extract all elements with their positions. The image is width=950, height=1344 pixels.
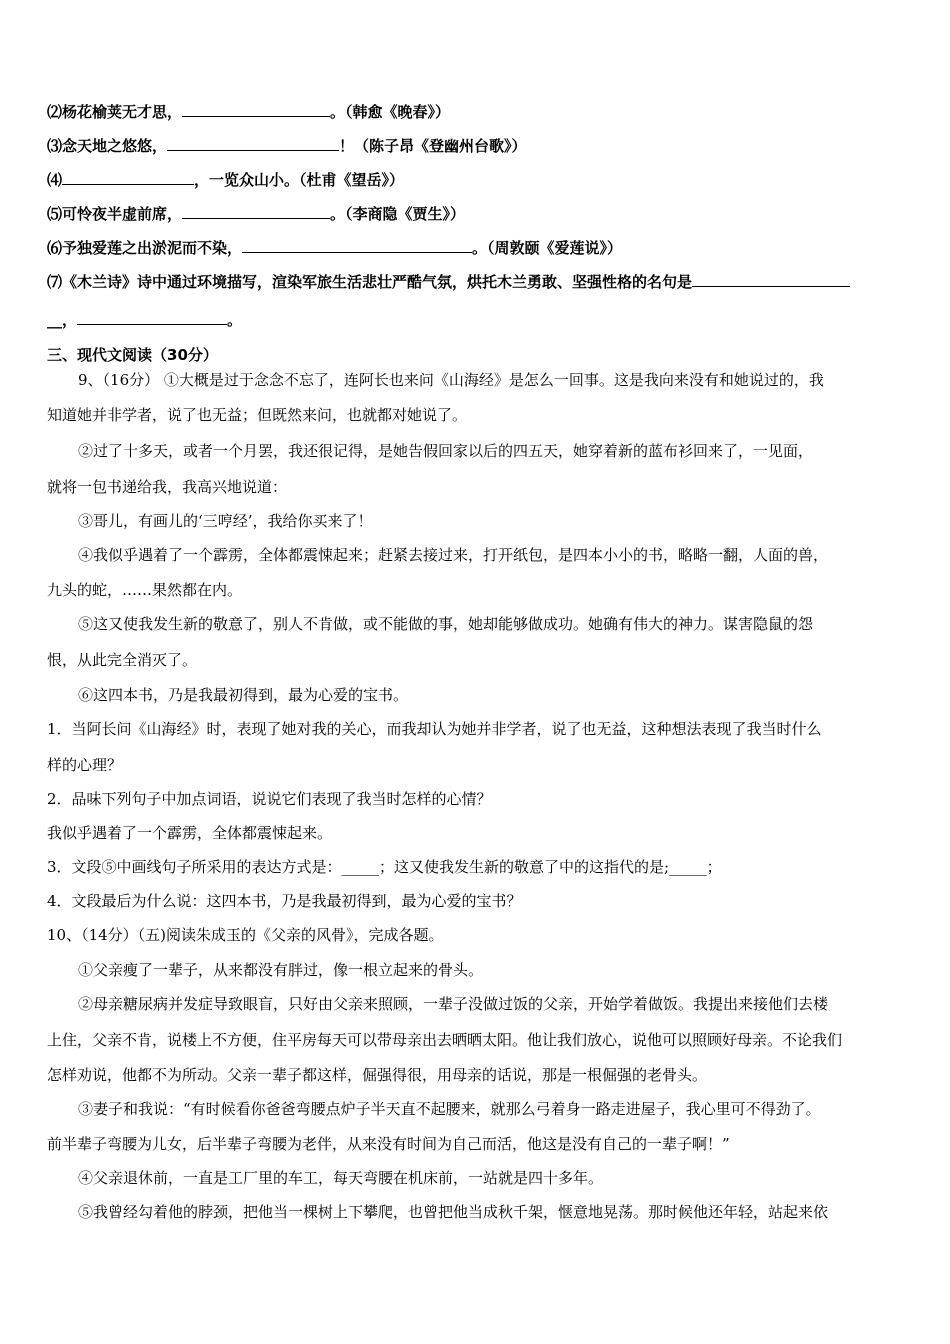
answer-blank[interactable] <box>242 238 472 253</box>
poem-line-5 <box>47 204 465 224</box>
poem-2-text: ⑵杨花榆荚无才思， <box>47 103 183 121</box>
q9-question-4: 4．文段最后为什么说：这四本书，乃是我最初得到，最为心爱的宝书？ <box>47 892 522 910</box>
poem-7-end: 。 <box>227 311 243 329</box>
poem-6-text: ⑹予独爱莲之出淤泥而不染， <box>47 239 243 257</box>
poem-line-6 <box>47 238 622 258</box>
q9-para-1-cont: 知道她并非学者，说了也无益；但既然来问，也就都对她说了。 <box>47 406 468 424</box>
q9-para-4-cont: 九头的蛇，……果然都在内。 <box>47 581 243 599</box>
poem-line-7-cont <box>47 310 242 330</box>
q10-para-3: ③妻子和我说：“有时候看你爸爸弯腰点炉子半天直不起腰来，就那么弓着身一路走进屋子，我心里可不得劲了。 <box>78 1100 821 1118</box>
poem-5-source: 。（李商隐《贾生》） <box>330 205 466 223</box>
poem-4-number: ⑷ <box>47 171 63 189</box>
q9-para-2: ②过了十多天，或者一个月罢，我还很记得，是她告假回家以后的四五天，她穿着新的蓝布衫回来了，一见面， <box>78 442 814 460</box>
q10-para-3-cont: 前半辈子弯腰为儿女，后半辈子弯腰为老伴，从来没有时间为自己而活，他这是没有自己的一辈子啊！” <box>47 1135 730 1153</box>
poem-line-2 <box>47 102 450 122</box>
q9-para-4: ④我似乎遇着了一个霹雳，全体都震悚起来；赶紧去接过来，打开纸包，是四本小小的书，略略一翻，人面的兽， <box>78 546 829 564</box>
poem-3-text: ⑶念天地之悠悠， <box>47 137 168 155</box>
poem-5-text: ⑸可怜夜半虚前席， <box>47 205 183 223</box>
q10-para-4: ④父亲退休前，一直是工厂里的车工，每天弯腰在机床前，一站就是四十多年。 <box>78 1169 604 1187</box>
answer-blank[interactable] <box>77 310 227 325</box>
q9-question-1-cont: 样的心理？ <box>47 756 123 774</box>
q9-para-3: ③哥儿，有画儿的‘三哼经’，我给你买来了！ <box>78 512 373 530</box>
poem-7-text: ⑺《木兰诗》诗中通过环境描写，渲染军旅生活悲壮严酷气氛，烘托木兰勇敢、坚强性格的名句是 <box>47 273 693 291</box>
q10-para-2-cont: 上住，父亲不肯，说楼上不方便，住平房每天可以带母亲出去晒晒太阳。他让我们放心，说他可以照顾好母亲。不论我们 <box>47 1031 843 1049</box>
poem-6-source: 。（周敦颐《爱莲说》） <box>472 239 623 257</box>
answer-blank[interactable] <box>167 136 339 151</box>
poem-line-7 <box>47 272 850 292</box>
poem-line-3 <box>47 136 527 156</box>
q9-para-6: ⑥这四本书，乃是我最初得到，最为心爱的宝书。 <box>78 686 409 704</box>
poem-2-source: 。（韩愈《晚春》） <box>330 103 451 121</box>
answer-blank[interactable] <box>182 204 330 219</box>
q9-question-3: 3．文段⑤中画线句子所采用的表达方式是：_____；这又使我发生新的敬意了中的这指代的是;_____； <box>47 858 722 876</box>
q9-para-5-cont: 恨，从此完全消灭了。 <box>47 651 198 669</box>
q9-question-2: 2．品味下列句子中加点词语，说说它们表现了我当时怎样的心情？ <box>47 790 492 808</box>
q9-question-2-sentence: 我似乎遇着了一个霹雳，全体都震悚起来。 <box>47 824 333 842</box>
q10-heading: 10、（14分）（五)阅读朱成玉的《父亲的风骨》，完成各题。 <box>47 926 444 944</box>
poem-7-blank-end: __， <box>47 311 78 329</box>
answer-blank[interactable] <box>692 272 850 287</box>
q9-para-2-cont: 就将一包书递给我，我高兴地说道： <box>47 478 288 496</box>
q9-para-5: ⑤这又使我发生新的敬意了，别人不肯做，或不能做的事，她却能够做成功。她确有伟大的神力。谋害隐鼠的怨 <box>78 615 814 633</box>
section-3-heading: 三、现代文阅读（30分） <box>47 346 218 364</box>
poem-4-source: ，一览众山小。（杜甫《望岳》） <box>194 171 405 189</box>
q10-para-5: ⑤我曾经勾着他的脖颈，把他当一棵树上下攀爬，也曾把他当成秋千架，惬意地晃荡。那时候他还年轻，站起来依 <box>78 1203 829 1221</box>
q9-question-1: 1．当阿长问《山海经》时，表现了她对我的关心，而我却认为她并非学者，说了也无益，这种想法表现了我当时什么 <box>47 720 822 738</box>
q10-para-2-cont2: 怎样劝说，他都不为所动。父亲一辈子都这样，倔强得很，用母亲的话说，那是一根倔强的老骨头。 <box>47 1066 708 1084</box>
q9-para-1: 9、（16分） ①大概是过于念念不忘了，连阿长也来问《山海经》是怎么一回事。这是我向来没有和她说过的，我 <box>78 371 824 389</box>
answer-blank[interactable] <box>62 170 194 185</box>
q10-para-1: ①父亲瘦了一辈子，从来都没有胖过，像一根立起来的骨头。 <box>78 961 484 979</box>
answer-blank[interactable] <box>182 102 330 117</box>
poem-3-source: ！（陈子昂《登幽州台歌》） <box>339 137 527 155</box>
poem-line-4 <box>47 170 404 190</box>
q10-para-2: ②母亲糖尿病并发症导致眼盲，只好由父亲来照顾，一辈子没做过饭的父亲，开始学着做饭。我提出来接他们去楼 <box>78 995 829 1013</box>
